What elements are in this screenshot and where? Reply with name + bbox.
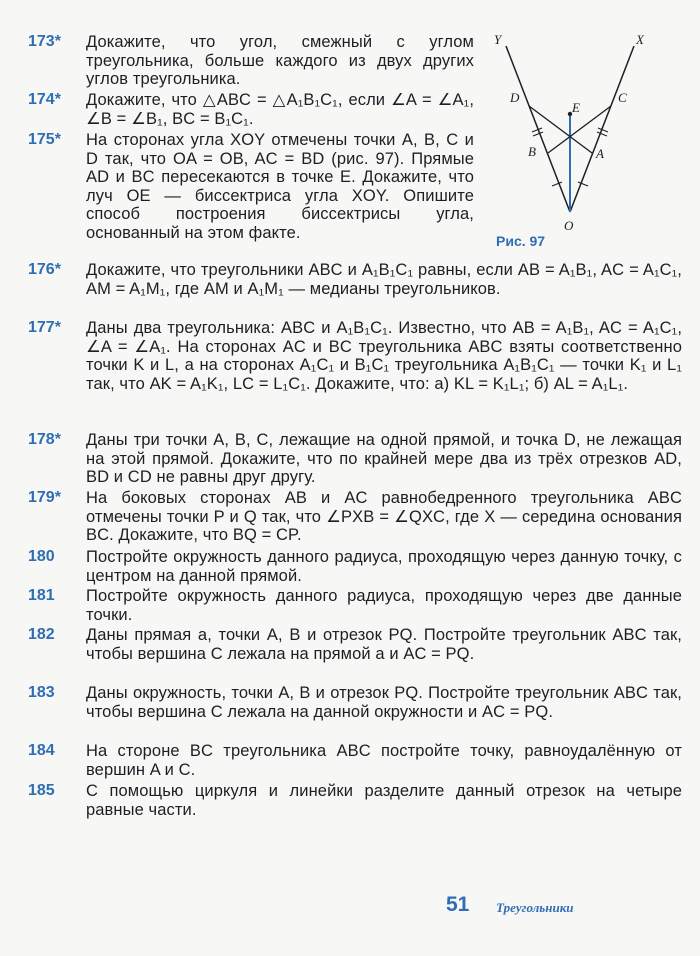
problem-text: Постройте окружность данного радиуса, проходящую через данную точку, с центром на данной прямой. [86, 548, 682, 585]
problem-177 [28, 319, 682, 393]
label-x: X [636, 32, 644, 47]
problem-number: 184 [28, 742, 55, 759]
problem-number: 182 [28, 626, 55, 643]
label-e: E [572, 100, 580, 115]
problem-number: 181 [28, 587, 55, 604]
section-title: Треугольники [496, 900, 574, 915]
problem-176 [28, 261, 682, 298]
problem-text: Постройте окружность данного радиуса, проходящую через две данные точки. [86, 587, 682, 624]
label-b: B [528, 144, 536, 159]
problem-number: 177* [28, 319, 61, 336]
problem-179 [28, 489, 682, 545]
label-y: Y [494, 32, 502, 47]
problem-text: Докажите, что треугольники ABC и A₁B₁C₁ равны, если AB = A₁B₁, AC = A₁C₁, AM = A₁M₁, где AM и A₁M₁ — медианы треугольников. [86, 261, 682, 298]
problem-text: Даны три точки A, B, C, лежащие на одной прямой, и точка D, не лежащая на этой прямой. Докажите, что по крайней мере два из трёх отрезков AD, BD и CD не равны друг другу. [86, 431, 682, 486]
figure-97-diagram [486, 30, 666, 250]
label-a: A [596, 146, 604, 161]
problem-text: На боковых сторонах AB и AC равнобедренного треугольника ABC отмечены точки P и Q так, что ∠PXB = ∠QXC, где X — середина основания BC. Докажите, что BQ = CP. [86, 489, 682, 544]
problem-text: Даны два треугольника: ABC и A₁B₁C₁. Известно, что AB = A₁B₁, AC = A₁C₁, ∠A = ∠A₁. На сторонах AC и BC треугольника ABC взяты соответственно точки K и L, а на сторонах A₁C₁ и B₁C₁ треугольника A₁B₁C₁ — точки K₁ и L₁ так, что AK = A₁K₁, LC = L₁C₁. Докажите, что: а) KL = K₁L₁; б) AL = A₁L₁. [86, 319, 682, 393]
problem-182 [28, 626, 682, 663]
figure-caption: Рис. 97 [496, 233, 546, 249]
problem-number: 185 [28, 782, 55, 799]
problem-text: Даны прямая a, точки A, B и отрезок PQ. Постройте треугольник ABC так, чтобы вершина C лежала на прямой a и AC = PQ. [86, 626, 682, 663]
label-o: O [564, 218, 574, 233]
problem-number: 173* [28, 33, 61, 50]
problem-text: На стороне BC треугольника ABC постройте точку, равноудалённую от вершин A и C. [86, 742, 682, 779]
problem-number: 176* [28, 261, 61, 278]
problem-text: С помощью циркуля и линейки разделите данный отрезок на четыре равные части. [86, 782, 682, 819]
problem-text: Докажите, что угол, смежный с углом треугольника, больше каждого из двух других углов треугольника. [86, 33, 474, 88]
page-number: 51 [446, 893, 470, 916]
problem-181 [28, 587, 682, 624]
label-c: C [618, 90, 627, 105]
problem-text: На сторонах угла XOY отмечены точки A, B, C и D так, что OA = OB, AC = BD (рис. 97). Прямые AD и BC пересекаются в точке E. Докажите, что луч OE — биссектриса угла XOY. Опишите способ построения биссектрисы угла, основанный на этом факте. [86, 131, 474, 242]
problem-number: 178* [28, 431, 61, 448]
problem-number: 179* [28, 489, 61, 506]
problem-178 [28, 431, 682, 487]
problem-185 [28, 782, 682, 819]
problem-text: Докажите, что △ABC = △A₁B₁C₁, если ∠A = ∠A₁, ∠B = ∠B₁, BC = B₁C₁. [86, 91, 474, 128]
problem-number: 180 [28, 548, 55, 565]
problem-text: Даны окружность, точки A, B и отрезок PQ. Постройте треугольник ABC так, чтобы вершина C лежала на данной окружности и AC = PQ. [86, 684, 682, 721]
problem-184 [28, 742, 682, 779]
problem-number: 175* [28, 131, 61, 148]
problem-number: 183 [28, 684, 55, 701]
problem-183 [28, 684, 682, 721]
label-d: D [510, 90, 520, 105]
problem-180 [28, 548, 682, 585]
problem-number: 174* [28, 91, 61, 108]
